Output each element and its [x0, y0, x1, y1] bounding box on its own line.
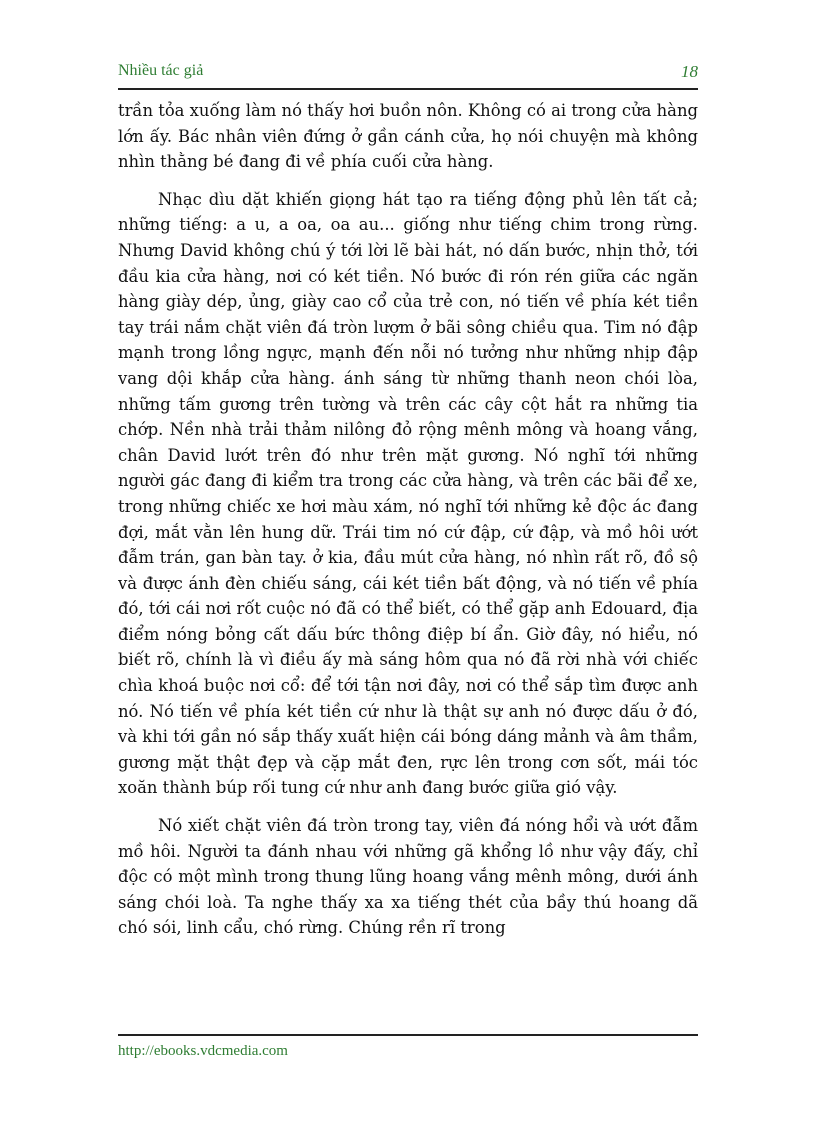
paragraph-3: Nó xiết chặt viên đá tròn trong tay, viên đá nóng hổi và ướt đẫm mồ hôi. Người ta đánh nhau với những gã khổng lồ như vậy đấy, chỉ độc có một mình trong thung lũng hoang vắng mênh mông, dưới ánh sáng chói loà. Ta nghe thấy xa xa tiếng thét của bầy thú hoang dã chó sói, linh cẩu, chó rừng. Chúng rền rĩ trong	[118, 816, 698, 938]
footer-divider	[118, 1034, 698, 1036]
page-body	[118, 98, 698, 998]
paragraph-1: trần tỏa xuống làm nó thấy hơi buồn nôn. Không có ai trong cửa hàng lớn ấy. Bác nhân viên đứng ở gần cánh cửa, họ nói chuyện mà không nhìn thằng bé đang đi về phía cuối cửa hàng.	[118, 101, 698, 172]
page-header	[118, 62, 698, 86]
paragraph-2: Nhạc dìu dặt khiến giọng hát tạo ra tiếng động phủ lên tất cả; những tiếng: a u, a oa, oa au... giống như tiếng chim trong rừng. Nhưng David không chú ý tới lời lẽ bài hát, nó dấn bước, nhịn thở, tới đầu kia cửa hàng, nơi có két tiền. Nó bước đi rón rén giữa các ngăn hàng giày dép, ủng, giày cao cổ của trẻ con, nó tiến về phía két tiền tay trái nắm chặt viên đá tròn lượm ở bãi sông chiều qua. Tim nó đập mạnh trong lồng ngực, mạnh đến nỗi nó tưởng như những nhịp đập vang dội khắp cửa hàng. ánh sáng từ những thanh neon chói lòa, những tấm gương trên tường và trên các cây cột hắt ra những tia chớp. Nền nhà trải thảm nilông đỏ rộng mênh mông và hoang vắng, chân David lướt trên đó như trên mặt gương. Nó nghĩ tới những người gác đang đi kiểm tra trong các cửa hàng, và trên các bãi để xe, trong những chiếc xe hơi màu xám, nó nghĩ tới những kẻ độc ác đang đợi, mắt vằn lên hung dữ. Trái tim nó cứ đập, cứ đập, và mồ hôi ướt đẫm trán, gan bàn tay. ở kia, đầu mút cửa hàng, nó nhìn rất rõ, đồ sộ và được ánh đèn chiếu sáng, cái két tiền bất động, và nó tiến về phía đó, tới cái nơi rốt cuộc nó đã có thể biết, có thể gặp anh Edouard, địa điểm nóng bỏng cất dấu bức thông điệp bí ẩn. Giờ đây, nó hiểu, nó biết rõ, chính là vì điều ấy mà sáng hôm qua nó đã rời nhà với chiếc chìa khoá buộc nơi cổ: để tới tận nơi đây, nơi có thể sắp tìm được anh nó. Nó tiến về phía két tiền cứ như là thật sự anh nó được dấu ở đó, và khi tới gần nó sắp thấy xuất hiện cái bóng dáng mảnh và âm thầm, gương mặt thật đẹp và cặp mắt đen, rực lên trong cơn sốt, mái tóc xoăn thành búp rối tung cứ như anh đang bước giữa gió vậy.	[118, 189, 698, 798]
header-divider	[118, 88, 698, 90]
book-title: Nhiều tác giả	[118, 62, 204, 79]
page-number: 18	[681, 62, 698, 81]
footer-url[interactable]: http://ebooks.vdcmedia.com	[118, 1043, 288, 1059]
